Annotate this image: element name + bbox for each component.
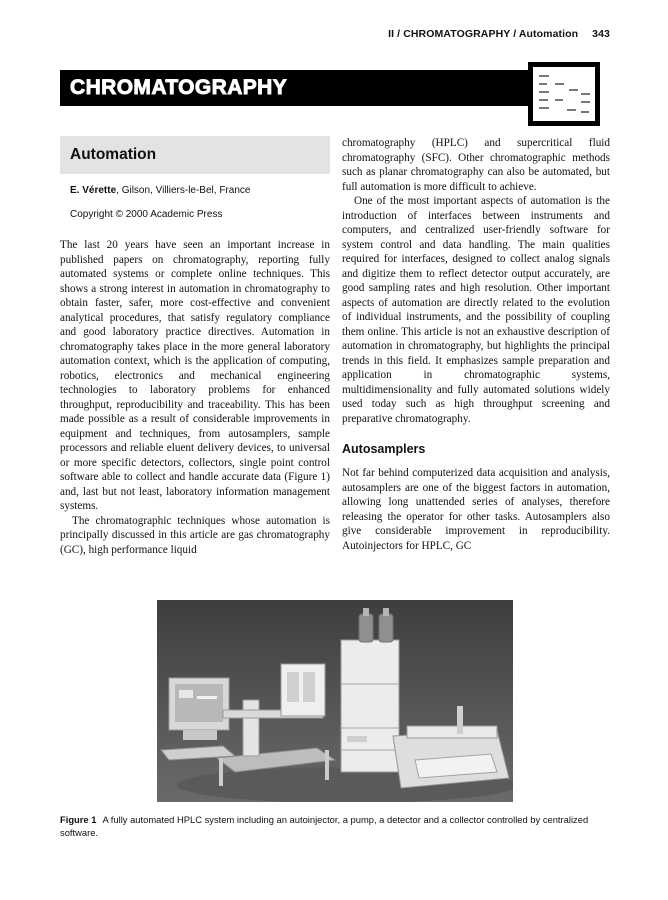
figure-caption-text: A fully automated HPLC system including an autoinjector, a pump, a detector and a collector controlled by centralized software. (60, 814, 589, 838)
figure-label: Figure 1 (60, 814, 97, 825)
right-body-text (342, 136, 610, 426)
chromatogram-icon (528, 62, 600, 126)
paragraph: chromatography (HPLC) and supercritical fluid chromatography (SFC). Other chromatographic methods such as planar chromatography can also be automated, but full automation is more difficult to achieve. (342, 137, 610, 193)
author-affiliation: , Gilson, Villiers-le-Bel, France (116, 185, 251, 196)
section-banner (60, 70, 538, 106)
figure-1-photo (157, 600, 513, 802)
left-body-text (60, 238, 330, 557)
copyright-notice: Copyright © 2000 Academic Press (70, 209, 223, 220)
paragraph: One of the most important aspects of automation is the introduction of interfaces between instruments and computers, and centralized user-friendly software for system control and data handling. The main qualities required for interfaces, designed to collect analog signals and digitize them to reflect detector output accurately, are good sampling rates and high resolution. Other important aspects of automation are directly related to the evolution of individual instruments, and the possibility of coupling them online. This article is not an exhaustive description of automation in chromatography, but highlights the principal trends in this field. It emphasizes sample preparation and application in chromatographic systems, multidimensionality and fully automated solutions widely used today such as high throughput screening and preparative chromatography. (342, 195, 610, 425)
paragraph: The chromatographic techniques whose automation is principally discussed in this article are gas chromatography (GC), high performance liquid (60, 514, 330, 556)
right-body-text-2 (342, 466, 610, 553)
section-heading-autosamplers: Autosamplers (342, 442, 426, 456)
right-column (342, 136, 610, 553)
author-line (70, 184, 330, 198)
article-title-box (60, 136, 330, 174)
author-name: E. Vérette (70, 185, 117, 196)
paragraph: Not far behind computerized data acquisition and analysis, autosamplers are one of the biggest factors in automation, allowing long unattended series of analyses, therefore releasing the operator for other tasks. Autosamplers also give considerable improvement in reproducibility. Autoinjectors for HPLC, GC (342, 467, 610, 552)
banner-title: CHROMATOGRAPHY (70, 76, 288, 99)
running-head (60, 28, 610, 40)
article-title: Automation (70, 146, 157, 163)
page-number: 343 (592, 28, 610, 40)
running-head-text: II / CHROMATOGRAPHY / Automation (388, 28, 579, 40)
paragraph: The last 20 years have seen an important increase in published papers on chromatography, reporting fully automated systems or complete online techniques. This shows a strong interest in automation in chromatography to obtain faster, safer, more cost-effective and convenient analytical procedures, that satisfy regulatory compliance and good laboratory practice directives. Automation in chromatography takes place in the more general laboratory automation context, which is the application of computing, robotics, electronics and mechanical engineering technologies to laboratory problems for enhanced throughput, reproducibility and traceability. This has been made possible as a result of considerable improvements in equipment and techniques, from autosamplers, sample processors and reliable eluent delivery devices, to universal or more specific detectors, collectors, single point control software able to collect and handle accurate data (Figure 1) and, last but not least, laboratory information management systems. (60, 239, 330, 512)
left-column (60, 136, 330, 557)
figure-caption (60, 814, 610, 839)
